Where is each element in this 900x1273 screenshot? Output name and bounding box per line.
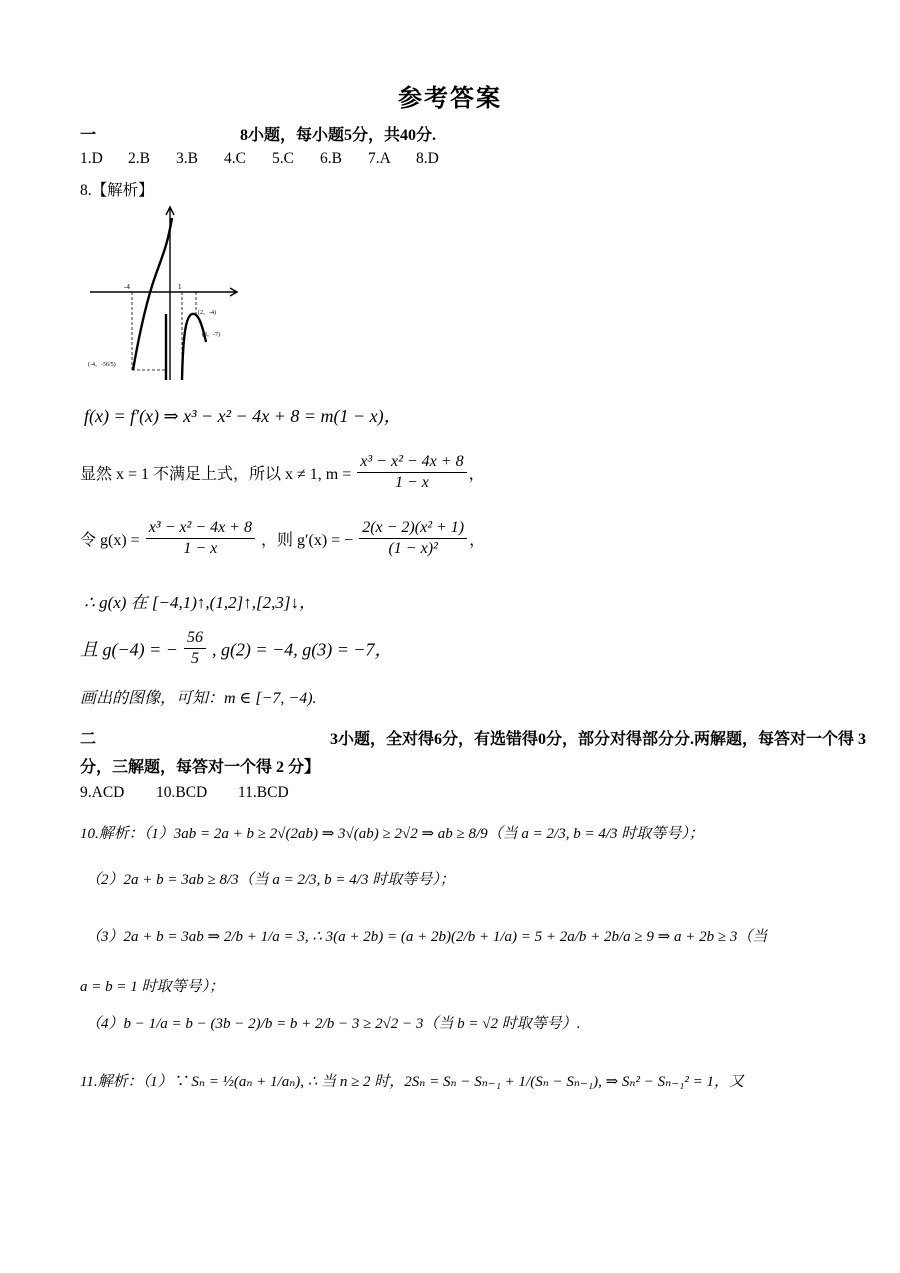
q8-line2-text: 显然 x = 1 不满足上式，所以 x ≠ 1, m =	[80, 466, 352, 483]
q10-part-1: 10.解析：（1）3ab = 2a + b ≥ 2√(2ab) ⇒ 3√(ab) ≥ 2√2 ⇒ ab ≥ 8/9（当 a = 2/3, b = 4/3 时取等号）；	[80, 826, 704, 842]
answer-item: 10.BCD	[156, 784, 208, 801]
section2-number: 二	[80, 731, 97, 748]
section1-heading: 8小题，每小题5分，共40分.	[240, 127, 437, 144]
q8-equation-1: f(x) = f′(x) ⇒ x³ − x² − 4x + 8 = m(1 − x)，	[84, 406, 402, 426]
label-point-2: (2，-4)	[198, 310, 216, 316]
q11-part-1: 11.解析：（1）∵ Sₙ = ½(aₙ + 1/aₙ), ∴ 当 n ≥ 2 时，2Sₙ = Sₙ − Sₙ₋₁ + 1/(Sₙ − Sₙ₋₁), ⇒ Sₙ² − Sₙ₋₁² = 1，又	[80, 1074, 744, 1090]
q8-line-5: 且 g(−4) = − $\frac{56}{5}$ , g(2) = −4, g(3) = −7，	[80, 629, 393, 667]
q8-fraction-56-5: $\frac{56}{5}$	[184, 628, 206, 669]
section2-answers	[80, 784, 289, 802]
section1-number: 一	[80, 127, 97, 144]
section2-heading-a: 3小题，全对得6分，有选错得0分，部分对得部分分.两解题，每答对一个得 3	[330, 731, 867, 748]
q8-conclusion: 画出的图像，可知：m ∈ [−7, −4).	[80, 690, 317, 707]
q10-part-3-cont: a = b = 1 时取等号）；	[80, 979, 224, 995]
answer-item: 3.B	[176, 150, 198, 167]
answer-item: 1.D	[80, 150, 103, 167]
q10-part-2: （2）2a + b = 3ab ≥ 8/3（当 a = 2/3, b = 4/3 时取等号）；	[86, 872, 455, 888]
answer-item: 8.D	[416, 150, 439, 167]
q8-line-3: 令 g(x) = $\frac{\text{x³ − x² − 4x + 8}}{1 - x}$ ，则 g′(x) = − $\frac{\text{2(x − 2)(x² + 1)}}{\text{(1 − x)²}}$ ，	[80, 519, 486, 557]
q8-fraction-m: $\frac{\text{x³ − x² − 4x + 8}}{1 - x}$	[357, 452, 466, 493]
answer-item: 11.BCD	[238, 784, 289, 801]
q10-part-3: （3）2a + b = 3ab ⇒ 2/b + 1/a = 3, ∴ 3(a + 2b) = (a + 2b)(2/b + 1/a) = 5 + 2a/b + 2b/a ≥ 9 ⇒ a + 2b ≥ 3（当	[86, 929, 768, 945]
section1-answers	[80, 150, 464, 168]
answer-item: 5.C	[272, 150, 294, 167]
q8-fraction-g: $\frac{\text{x³ − x² − 4x + 8}}{1 - x}$	[146, 518, 255, 559]
q10-part-4: （4）b − 1/a = b − (3b − 2)/b = b + 2/b − 3 ≥ 2√2 − 3（当 b = √2 时取等号）.	[86, 1016, 581, 1032]
answer-item: 4.C	[224, 150, 246, 167]
label-point-3: (3，-7)	[202, 332, 220, 338]
label-1: 1	[178, 283, 182, 291]
q8-monotonic: ∴ g(x) 在 [−4,1)↑,(1,2]↑,[2,3]↓，	[84, 593, 316, 612]
function-graph	[86, 204, 246, 386]
q8-label: 8.【解析】	[80, 182, 154, 199]
label-neg4: -4	[124, 283, 130, 291]
q8-fraction-gprime: $\frac{\text{2(x − 2)(x² + 1)}}{\text{(1 − x)²}}$	[359, 518, 467, 559]
page-title: 参考答案	[398, 86, 502, 112]
answer-item: 9.ACD	[80, 784, 125, 801]
q8-line-2: 显然 x = 1 不满足上式，所以 x ≠ 1, m = $\frac{\text{x³ − x² − 4x + 8}}{1 - x}$ ，	[80, 453, 485, 491]
answer-item: 2.B	[128, 150, 150, 167]
curve-right-branch	[182, 314, 206, 380]
section2-heading-b: 分，三解题，每答对一个得 2 分】	[80, 759, 321, 776]
answer-item: 7.A	[368, 150, 391, 167]
label-point-neg4: (-4，-56/5)	[88, 362, 116, 368]
answer-item: 6.B	[320, 150, 342, 167]
